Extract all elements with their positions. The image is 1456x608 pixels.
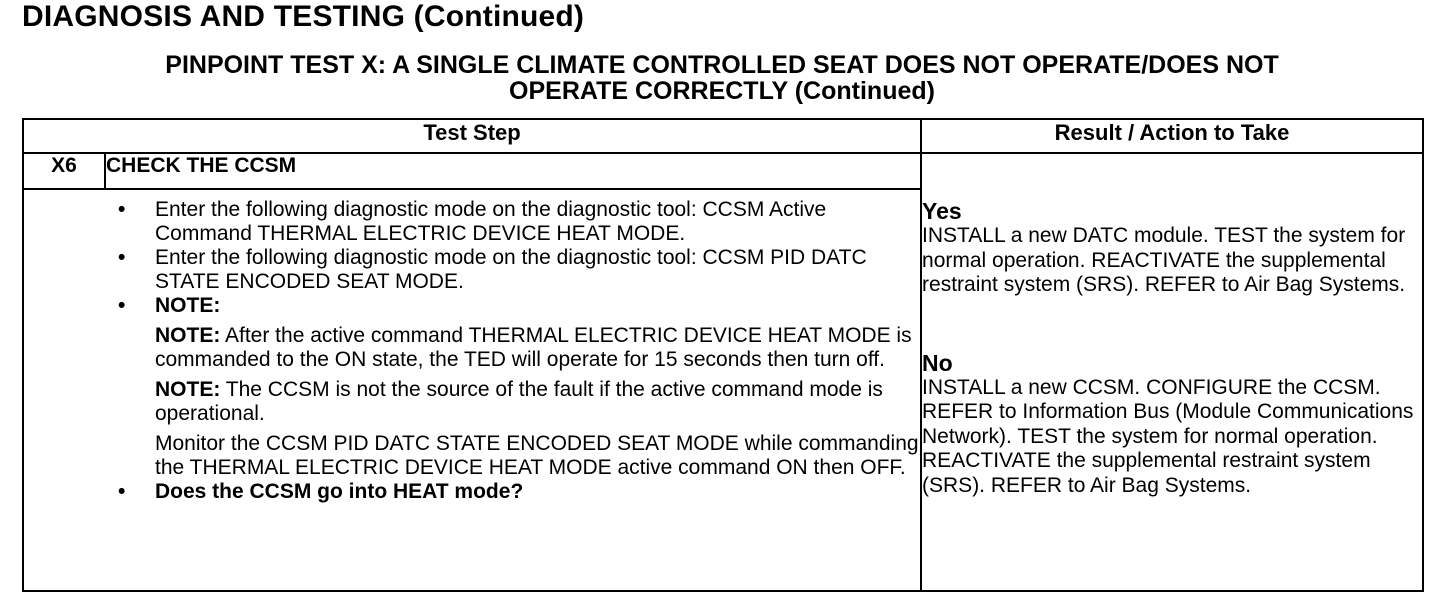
step-item-text: Enter the following diagnostic mode on the diagnostic tool: CCSM PID DATC STATE ENCODED SEAT MODE. — [155, 246, 867, 293]
result-yes — [922, 198, 1422, 298]
result-header: Result / Action to Take — [921, 119, 1423, 153]
step-title: CHECK THE CCSM — [105, 153, 921, 189]
note-paragraph — [155, 324, 920, 372]
table-header-row — [23, 119, 1423, 153]
result-cell — [921, 153, 1423, 591]
step-body — [23, 189, 921, 591]
note-paragraph — [155, 378, 920, 426]
note-text: The CCSM is not the source of the fault if the active command mode is operational. — [155, 378, 883, 425]
monitor-instruction: Monitor the CCSM PID DATC STATE ENCODED SEAT MODE while commanding the THERMAL ELECTRIC DEVICE HEAT MODE active command ON then OFF. — [155, 432, 919, 479]
step-number: X6 — [23, 153, 105, 189]
bullet-icon: • — [118, 294, 126, 317]
test-step-header: Test Step — [23, 119, 921, 153]
pinpoint-test-table — [22, 118, 1424, 592]
yes-action-text: INSTALL a new DATC module. TEST the system for normal operation. REACTIVATE the supplemental restraint system (SRS). REFER to Air Bag Systems. — [922, 224, 1406, 296]
note-label: NOTE: — [155, 324, 221, 347]
yes-label: Yes — [922, 198, 962, 224]
test-title-line-2: OPERATE CORRECTLY (Continued) — [509, 77, 935, 105]
bullet-icon: • — [118, 198, 126, 221]
note-label: NOTE: — [155, 378, 221, 401]
step-title-row — [23, 153, 1423, 189]
bullet-icon: • — [118, 480, 126, 503]
test-title-line-1: PINPOINT TEST X: A SINGLE CLIMATE CONTROLLED SEAT DOES NOT OPERATE/DOES NOT — [165, 51, 1279, 79]
result-no — [922, 350, 1422, 499]
list-item — [118, 246, 920, 294]
step-item-text: Enter the following diagnostic mode on the diagnostic tool: CCSM Active Command THERMAL ELECTRIC DEVICE HEAT MODE. — [155, 198, 827, 245]
list-item — [118, 198, 920, 246]
step-question: Does the CCSM go into HEAT mode? — [155, 480, 524, 503]
pinpoint-test-title — [22, 52, 1422, 104]
no-label: No — [922, 349, 953, 376]
note-text: After the active command THERMAL ELECTRIC DEVICE HEAT MODE is commanded to the ON state, the TED will operate for 15 seconds then turn off. — [155, 324, 912, 371]
no-action-text: INSTALL a new CCSM. CONFIGURE the CCSM. REFER to Information Bus (Module Communications Network). TEST the system for normal operation. REACTIVATE the supplemental restraint system (SRS). REFER to Air Bag Systems. — [922, 375, 1414, 497]
list-item — [118, 480, 920, 504]
step-list — [24, 198, 920, 504]
note-heading: NOTE: — [155, 294, 221, 317]
list-item — [118, 294, 920, 480]
bullet-icon: • — [118, 246, 126, 269]
page-title: DIAGNOSIS AND TESTING (Continued) — [22, 0, 585, 33]
